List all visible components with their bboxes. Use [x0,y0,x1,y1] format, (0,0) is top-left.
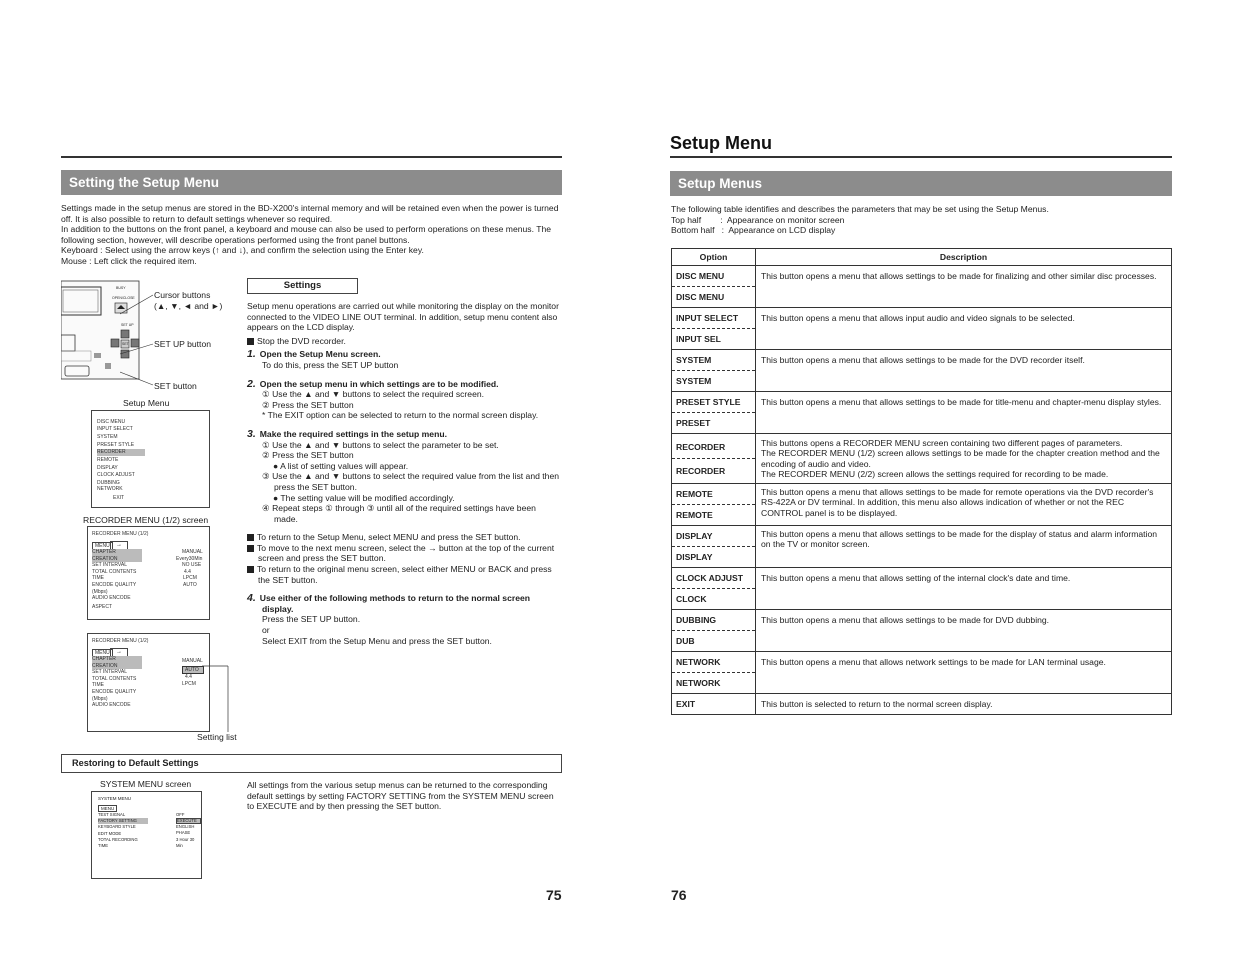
table-row [672,610,1172,652]
page-number-right: 76 [671,887,687,903]
option-cell [672,350,756,392]
step-text: Press the SET UP button. [262,614,361,625]
step-text: made. [274,513,298,524]
system-value: ENGLISH [176,824,195,830]
recorder-row: TOTAL CONTENTS TIME [92,675,137,689]
cursor-label-line: Cursor buttons [154,290,211,300]
panel-setup-label: SET UP [121,323,134,327]
system-row: KEYBOARD STYLE [98,824,136,830]
setup-menu-item: SYSTEM [97,434,118,441]
table-row [672,694,1172,715]
left-intro [61,203,563,267]
setting-list-label: Setting list [197,732,237,742]
step-text: ③ Use the ▲ and ▼ buttons to select the required value from the list and then [262,471,560,482]
bullet-square-icon [247,545,254,552]
setting-list-value: LPCM [182,680,196,687]
system-value: PHASE [176,830,191,836]
option-cell [672,568,756,610]
stop-note [247,336,563,347]
system-row: FACTORY SETTING [98,818,148,824]
table-header-row [672,249,1172,266]
right-intro-line: The following table identifies and describes the parameters that may be set using the Setup Menus. [671,204,1049,214]
page-title: Setup Menu [670,133,772,153]
setup-menu-list [97,419,145,502]
intro-line: Mouse : Left click the required item. [61,255,197,266]
recorder-row: CHAPTER CREATION [92,656,142,669]
intro-line: Settings made in the setup menus are stored in the BD-X200's internal memory and will be retained even when the power is turned [61,203,559,213]
step-number: 2. [247,377,256,390]
intro-line: Keyboard : Select using the arrow keys (↑ and ↓), and confirm the selection using the Enter key. [61,245,424,256]
setup-menu-item: DUBBING [97,479,120,486]
left-top-rule [61,156,562,158]
option-cell [672,610,756,652]
section-title-setting: Setting the Setup Menu [61,170,562,195]
recorder-menu-screen-setting-list [87,633,210,732]
step-title: Make the required settings in the setup menu. [259,428,447,439]
recorder-menu-caption: RECORDER MENU (1/2) screen [83,515,209,525]
setup-menus-table [671,248,1172,715]
description-cell: This button opens a menu that allows network settings to be made for LAN terminal usage. [756,652,1172,694]
recorder-value: AUTO [183,581,197,588]
page-number-left: 75 [546,887,562,903]
step-number: 4. [247,592,256,605]
setting-list-value: 4.4 [185,674,192,681]
step-title: Open the Setup Menu screen. [259,349,381,360]
setup-button-label: SET UP button [154,339,212,349]
settings-box-title: Settings [247,278,358,294]
recorder-row: SET INTERVAL [92,562,128,569]
option-cell [672,392,756,434]
option-bottom: CLOCK [676,594,707,604]
system-row: EDIT MODE [98,830,122,836]
note-text: To move to the next menu screen, select the → button at the top of the current [257,542,555,553]
note-text: To return to the original menu screen, select either MENU or BACK and press [257,564,552,575]
settings-intro-line: appears on the LCD display. [247,322,355,333]
recorder-value: MANUAL [182,549,203,555]
step-2-heading [247,379,563,390]
note-1 [247,532,563,543]
description-cell: This button opens a menu that allows settings to be made for title-menu and chapter-menu display styles. [756,392,1172,434]
recorder-menu-button: MENU [92,649,113,657]
step-text: ② Press the SET button [262,399,354,410]
setup-menu-caption: Setup Menu [123,398,170,408]
recorder-menu-title: RECORDER MENU (1/2) [92,638,149,644]
system-menu-title: SYSTEM MENU [98,796,132,801]
right-top-rule [670,156,1172,158]
table-header: Option [672,249,756,266]
description-cell: This button opens a menu that allows settings to be made for the DVD recorder itself. [756,350,1172,392]
bullet-square-icon [247,566,254,573]
description-cell: This button is selected to return to the normal screen display. [756,694,1172,715]
system-value: OFF [176,812,185,817]
note-text: To return to the Setup Menu, select MENU and press the SET button. [257,532,521,543]
description-cell: This button opens a menu that allows setting of the internal clock's date and time. [756,568,1172,610]
restore-line: to EXECUTE and by then pressing the SET button. [247,801,442,812]
setup-menu-item: REMOTE [97,456,119,463]
restore-text [247,780,563,812]
setup-menu-item: PRESET STYLE [97,441,135,448]
option-top: EXIT [676,699,696,709]
option-top: SYSTEM [672,350,755,371]
restore-box-title: Restoring to Default Settings [61,754,562,773]
option-cell [672,266,756,308]
restore-line: All settings from the various setup menus can be returned to the corresponding [247,780,548,790]
right-intro-line: Bottom half : Appearance on LCD display [671,225,836,236]
step-text: or [262,625,270,636]
description-cell: This button opens a menu that allows settings to be made for remote operations via the DVD recorder's RS-422A or DV terminal. In addition, this menu also allows indication of whether or not the REC CONTROL panel is to be displayed. [756,484,1172,526]
step-1-heading [247,349,563,360]
recorder-row: TOTAL CONTENTS TIME [92,568,137,582]
settings-column [247,301,563,646]
setup-menu-item: INPUT SELECT [97,425,133,432]
step-text: ① Use the ▲ and ▼ buttons to select the parameter to be set. [262,439,499,450]
recorder-menu-button: MENU [92,542,113,550]
table-row [672,434,1172,484]
description-cell: This button opens a menu that allows input audio and video signals to be selected. [756,308,1172,350]
recorder-menu-rows [92,656,142,709]
recorder-menu-title: RECORDER MENU (1/2) [92,531,149,537]
recorder-row: ENCODE QUALITY (Mbps) [92,581,137,595]
note-text: the SET button. [258,574,318,585]
step-text: ④ Repeat steps ① through ③ until all of the required settings have been [262,503,536,514]
setting-list-value: MANUAL [182,658,203,664]
system-menu-button: MENU [98,805,117,812]
option-bottom: SYSTEM [676,376,712,386]
option-bottom: DISC MENU [676,292,725,302]
option-cell [672,308,756,350]
settings-intro-line: connected to the VIDEO LINE OUT terminal. In addition, setup menu content also [247,311,558,322]
setup-menu-item: RECORDER [97,449,145,456]
step-text: Select EXIT from the Setup Menu and press the SET button. [262,635,492,646]
option-cell [672,484,756,526]
table-row [672,526,1172,568]
step-title: Use either of the following methods to return to the normal screen [259,593,531,604]
description-cell: This buttons opens a RECORDER MENU screen containing two different pages of parameters. The RECORDER MENU (1/2) screen allows settings to be made for the chapter creation method and the encoding of audio and video. The RECORDER MENU (2/2) screen allows the settings required for recording to be made. [756,434,1172,484]
option-top: REMOTE [672,484,755,505]
stop-text: Stop the DVD recorder. [257,335,346,346]
setup-menu-item: EXIT [113,494,125,501]
bullet-square-icon [247,338,254,345]
recorder-menu-screen [87,526,210,620]
system-menu-values [176,812,201,849]
note-2 [247,543,563,554]
description-cell: This button opens a menu that allows settings to be made for DVD dubbing. [756,610,1172,652]
option-bottom: RECORDER [676,466,726,476]
option-cell [672,694,756,715]
setup-menu-item: NETWORK [97,486,123,493]
restore-line: default settings by setting FACTORY SETTING from the SYSTEM MENU screen [247,790,554,801]
option-bottom: DISPLAY [676,552,713,562]
step-3-heading [247,429,563,440]
table-row [672,484,1172,526]
recorder-row: SET INTERVAL [92,669,128,676]
option-cell [672,434,756,484]
table-row [672,568,1172,610]
system-row: TOTAL RECORDING TIME [98,836,138,849]
table-header: Description [756,249,1172,266]
section-title-setup-menus: Setup Menus [670,171,1172,196]
table-row [672,392,1172,434]
recorder-row: ENCODE QUALITY (Mbps) [92,688,137,702]
recorder-menu-rows [92,549,142,610]
system-menu-caption: SYSTEM MENU screen [100,779,192,789]
option-top: CLOCK ADJUST [672,568,755,589]
system-value: 3 Hour 30 Min [176,836,195,848]
step-number: 3. [247,427,256,440]
table-row [672,308,1172,350]
option-top: INPUT SELECT [672,308,755,329]
option-top: DUBBING [672,610,755,631]
panel-set-label: SET [122,342,129,346]
setup-menu-screen [91,410,210,508]
step-text: * The EXIT option can be selected to return to the normal screen display. [262,410,539,421]
settings-intro-line: Setup menu operations are carried out while monitoring the display on the monitor [247,301,559,311]
panel-openclose-label: OPEN/CLOSE [112,296,135,300]
set-button-label: SET button [154,381,197,391]
setting-list-value: AUTO [182,666,204,675]
recorder-value: Every30Min [176,555,203,562]
system-row: TEST SIGNAL [98,812,126,817]
setup-menu-item: CLOCK ADJUST [97,472,135,479]
recorder-row: AUDIO ENCODE [92,595,131,602]
step-text: press the SET button. [274,481,357,492]
system-menu-screen [91,791,202,879]
recorder-row: AUDIO ENCODE [92,702,131,709]
recorder-row: CHAPTER CREATION [92,549,142,562]
recorder-value: NO USE [182,562,202,569]
bullet-square-icon [247,534,254,541]
intro-line: off. It is also possible to return to default settings whenever so required. [61,213,333,224]
option-bottom: DUB [676,636,695,646]
note-text: screen and press the SET button. [258,553,386,564]
description-cell: This button opens a menu that allows settings to be made for finalizing and other similar disc processes. [756,266,1172,308]
table-row [672,350,1172,392]
option-bottom: INPUT SEL [676,334,721,344]
intro-line: following section, however, will describe operations performed using the front panel buttons. [61,234,410,245]
recorder-value: LPCM [183,575,197,582]
option-bottom: PRESET [676,418,711,428]
recorder-menu-values [176,549,208,589]
option-top: PRESET STYLE [672,392,755,413]
system-value: EXECUTE [176,818,201,824]
setting-list-bracket [200,660,235,735]
description-cell: This button opens a menu that allows settings to be made for the display of status and alarm information on the TV or monitor screen. [756,526,1172,568]
panel-busy-label: BUSY [116,286,126,290]
next-arrow-icon: → [110,541,128,550]
step-title: display. [262,603,294,614]
step-title: Open the setup menu in which settings are to be modified. [259,378,499,389]
setup-menu-item: DISPLAY [97,464,118,471]
cursor-buttons-label [154,290,222,311]
recorder-value: 4.4 [184,568,191,575]
right-intro [671,204,1171,236]
cursor-label-line: (▲, ▼, ◄ and ►) [154,300,223,311]
step-text: ② Press the SET button [262,450,354,461]
step-text: ① Use the ▲ and ▼ buttons to select the required screen. [262,389,485,400]
option-top: NETWORK [672,652,755,673]
option-bottom: REMOTE [676,510,713,520]
step-text: To do this, press the SET UP button [262,359,399,370]
option-cell [672,652,756,694]
table-row [672,652,1172,694]
step-4-heading [247,593,563,604]
note-3 [247,564,563,575]
setup-menu-item: DISC MENU [97,419,126,425]
option-top: RECORDER [672,434,755,459]
right-intro-line: Top half : Appearance on monitor screen [671,214,845,225]
table-row [672,266,1172,308]
option-cell [672,526,756,568]
option-top: DISPLAY [672,526,755,547]
system-menu-rows [98,812,148,849]
option-bottom: NETWORK [676,678,721,688]
option-top: DISC MENU [672,266,755,287]
next-arrow-icon: → [110,648,128,657]
intro-line: In addition to the buttons on the front panel, a keyboard and mouse can also be used to perform operations on these menus. The [61,224,552,235]
recorder-row: ASPECT [92,603,113,610]
step-number: 1. [247,348,256,361]
step-text: ● The setting value will be modified accordingly. [273,492,455,503]
step-text: ● A list of setting values will appear. [273,460,409,471]
